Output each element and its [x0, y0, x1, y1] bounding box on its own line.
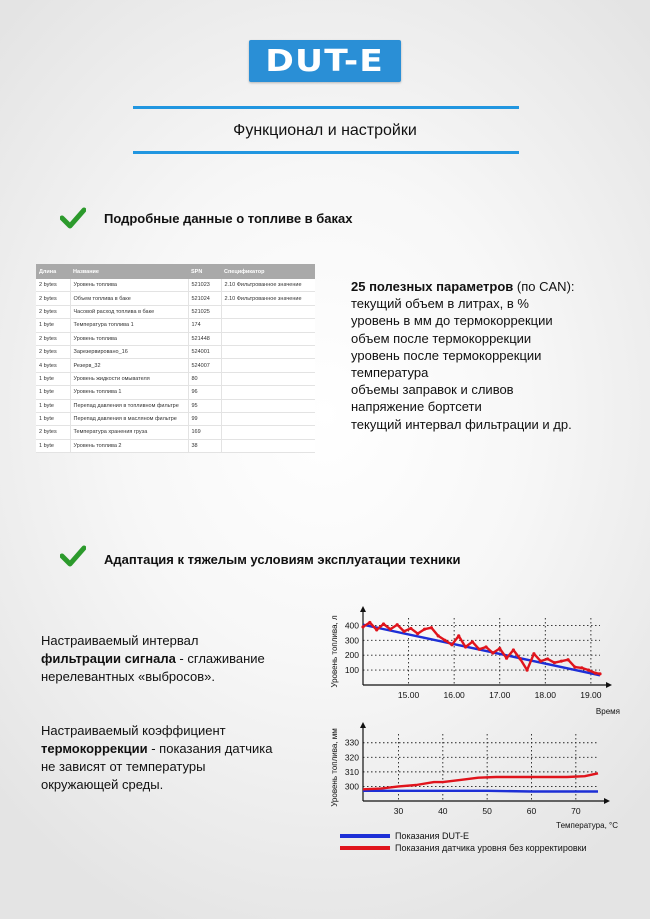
table-cell: 521448: [188, 332, 221, 345]
parameter-item: температура: [351, 365, 429, 381]
column-header: Спецификатор: [221, 264, 315, 279]
data-point: [484, 645, 487, 648]
data-point: [478, 648, 481, 651]
table-row: [36, 305, 315, 318]
x-tick-label: 70: [571, 806, 581, 816]
adaptation-heading: Адаптация к тяжелым условиям эксплуатации техники: [104, 552, 461, 567]
table-cell: 1 byte: [36, 439, 70, 452]
y-axis-label: Уровень топлива, мм: [330, 728, 339, 807]
table-cell: [221, 359, 315, 372]
data-point: [450, 643, 453, 646]
y-tick-label: 330: [344, 737, 359, 748]
data-point: [553, 661, 556, 664]
data-point: [471, 640, 474, 643]
y-tick-label: 200: [344, 650, 359, 661]
table-cell: [221, 426, 315, 439]
legend-label: Показания DUT-E: [395, 831, 470, 841]
fuel-level-temperature-chart: [325, 716, 625, 836]
data-point: [532, 652, 535, 655]
table-header-row: [36, 264, 315, 279]
table-cell: 2 bytes: [36, 345, 70, 358]
table-cell: 2 bytes: [36, 332, 70, 345]
table-cell: 80: [188, 372, 221, 385]
x-tick-label: 17.00: [489, 690, 511, 700]
y-tick-label: 300: [344, 781, 359, 792]
data-point: [573, 666, 576, 669]
data-point: [375, 628, 378, 631]
can-parameters-table: [36, 264, 315, 453]
table-cell: Объем топлива в баке: [70, 292, 188, 305]
column-header: Длина: [36, 264, 70, 279]
table-cell: 38: [188, 439, 221, 452]
table-cell: 99: [188, 412, 221, 425]
table-cell: 2.10 Фильтрованное значение: [221, 279, 315, 292]
table-cell: Перепад давления в топливном фильтре: [70, 399, 188, 412]
table-row: [36, 332, 315, 345]
thermo-text-post: - показания датчика не зависят от температуры окружающей среды.: [41, 741, 273, 792]
table-cell: Уровень жидкости омывателя: [70, 372, 188, 385]
x-tick-label: 16.00: [443, 690, 465, 700]
table-cell: [221, 439, 315, 452]
thermo-text-bold: термокоррекции: [41, 741, 148, 756]
data-point: [423, 628, 426, 631]
table-cell: 2 bytes: [36, 292, 70, 305]
data-point: [389, 628, 392, 631]
parameter-item: текущий объем в литрах, в %: [351, 296, 529, 312]
table-row: [36, 292, 315, 305]
table-row: [36, 399, 315, 412]
filter-text-bold: фильтрации сигнала: [41, 651, 176, 666]
y-tick-label: 300: [344, 635, 359, 646]
y-tick-label: 100: [344, 665, 359, 676]
data-point: [598, 672, 601, 675]
table-row: [36, 412, 315, 425]
table-cell: 4 bytes: [36, 359, 70, 372]
table-row: [36, 439, 315, 452]
data-point: [560, 660, 563, 663]
divider-top: [133, 106, 519, 109]
table-cell: Уровень топлива: [70, 279, 188, 292]
table-cell: 2 bytes: [36, 305, 70, 318]
parameters-lead: 25 полезных параметров: [351, 279, 514, 294]
checkmark-icon: [60, 207, 86, 229]
data-point: [519, 657, 522, 660]
fuel-level-time-chart: [325, 600, 625, 715]
table-row: [36, 279, 315, 292]
data-point: [361, 625, 364, 628]
data-point: [396, 623, 399, 626]
column-header: SPN: [188, 264, 221, 279]
data-point: [491, 651, 494, 654]
x-tick-label: 15.00: [397, 690, 420, 700]
parameters-lead-suffix: (по CAN):: [513, 279, 575, 294]
x-tick-label: 50: [482, 806, 492, 816]
data-point: [539, 660, 542, 663]
table-row: [36, 426, 315, 439]
data-point: [457, 634, 460, 637]
table-cell: Уровень топлива: [70, 332, 188, 345]
x-tick-label: 40: [438, 806, 448, 816]
fuel-data-heading: Подробные данные о топливе в баках: [104, 211, 353, 226]
table-cell: Резерв_32: [70, 359, 188, 372]
table-row: [36, 372, 315, 385]
table-row: [36, 345, 315, 358]
data-point: [498, 647, 501, 650]
table-cell: 1 byte: [36, 412, 70, 425]
data-point: [409, 627, 412, 630]
chart-legend: [335, 828, 625, 858]
data-point: [416, 632, 419, 635]
data-point: [594, 671, 597, 674]
series-line: [363, 625, 600, 676]
table-cell: 2.10 Фильтрованное значение: [221, 292, 315, 305]
table-cell: 1 byte: [36, 319, 70, 332]
x-axis-arrow: [604, 798, 610, 804]
y-axis-label: Уровень топлива, л: [330, 615, 339, 688]
thermo-text-pre: Настраиваемый коэффициент: [41, 723, 226, 738]
y-tick-label: 400: [344, 620, 359, 631]
table-cell: 524007: [188, 359, 221, 372]
parameter-item: уровень в мм до термокоррекции: [351, 313, 553, 329]
x-tick-label: 30: [393, 806, 404, 816]
table-cell: [221, 345, 315, 358]
table-cell: 95: [188, 399, 221, 412]
table-cell: Зарезервировано_16: [70, 345, 188, 358]
data-point: [443, 639, 446, 642]
x-tick-label: 60: [526, 806, 537, 816]
table-cell: [221, 305, 315, 318]
parameters-list: [351, 278, 575, 433]
table-cell: Температура топлива 1: [70, 319, 188, 332]
table-row: [36, 386, 315, 399]
data-point: [368, 621, 371, 624]
table-cell: Уровень топлива 1: [70, 386, 188, 399]
data-point: [464, 645, 467, 648]
data-point: [580, 666, 583, 669]
series-line: [363, 773, 598, 789]
table-cell: [221, 372, 315, 385]
parameter-item: объем после термокоррекции: [351, 330, 532, 346]
x-tick-label: 18.00: [534, 690, 556, 700]
thermo-description: [41, 722, 286, 794]
divider-bottom: [133, 151, 519, 154]
table-row: [36, 359, 315, 372]
y-axis-arrow: [360, 606, 366, 612]
parameter-item: напряжение бортсети: [351, 399, 482, 415]
page-title: Функционал и настройки: [233, 122, 417, 139]
table-row: [36, 319, 315, 332]
table-cell: 521025: [188, 305, 221, 318]
x-axis-arrow: [606, 682, 612, 688]
table-cell: 521024: [188, 292, 221, 305]
filter-text-post: - сглаживание нерелевантных «выбросов».: [41, 651, 265, 684]
column-header: Название: [70, 264, 188, 279]
data-point: [525, 669, 528, 672]
filter-description: [41, 632, 291, 686]
data-point: [382, 622, 385, 625]
filter-text-pre: Настраиваемый интервал: [41, 633, 199, 648]
table-cell: 2 bytes: [36, 279, 70, 292]
data-point: [437, 634, 440, 637]
legend-label: Показания датчика уровня без корректировки: [395, 843, 587, 853]
data-point: [566, 658, 569, 661]
x-axis-label: Температура, °С: [556, 821, 618, 830]
table-cell: [221, 399, 315, 412]
x-axis-label: Время: [595, 707, 620, 716]
table-cell: Перепад давления в масляном фильтре: [70, 412, 188, 425]
data-point: [546, 657, 549, 660]
table-cell: 96: [188, 386, 221, 399]
parameter-item: уровень после термокоррекции: [351, 347, 542, 363]
table-cell: Температура хранения груза: [70, 426, 188, 439]
table-cell: [221, 412, 315, 425]
parameter-item: текущий интервал фильтрации и др.: [351, 416, 572, 432]
dut-e-logo: [249, 40, 401, 82]
data-point: [512, 648, 515, 651]
table-cell: 521023: [188, 279, 221, 292]
parameter-item: объемы заправок и сливов: [351, 382, 514, 398]
data-point: [505, 657, 508, 660]
data-point: [587, 669, 590, 672]
series-line: [363, 791, 598, 792]
table-cell: 174: [188, 319, 221, 332]
table-cell: 1 byte: [36, 372, 70, 385]
table-cell: [221, 332, 315, 345]
data-point: [402, 630, 405, 633]
x-tick-label: 19.00: [580, 690, 602, 700]
parameters-lead-line: [351, 278, 575, 295]
table-cell: 2 bytes: [36, 426, 70, 439]
y-tick-label: 320: [344, 752, 359, 763]
checkmark-icon: [60, 545, 86, 567]
table-cell: Уровень топлива 2: [70, 439, 188, 452]
y-tick-label: 310: [344, 766, 359, 777]
y-axis-arrow: [360, 722, 366, 728]
series-line: [363, 623, 600, 674]
logo-text: DUT-E: [265, 43, 385, 79]
table-cell: [221, 319, 315, 332]
table-cell: 1 byte: [36, 399, 70, 412]
table-cell: 169: [188, 426, 221, 439]
table-cell: 1 byte: [36, 386, 70, 399]
table-cell: [221, 386, 315, 399]
data-point: [430, 626, 433, 629]
table-cell: Часовой расход топлива в баке: [70, 305, 188, 318]
table-cell: 524001: [188, 345, 221, 358]
